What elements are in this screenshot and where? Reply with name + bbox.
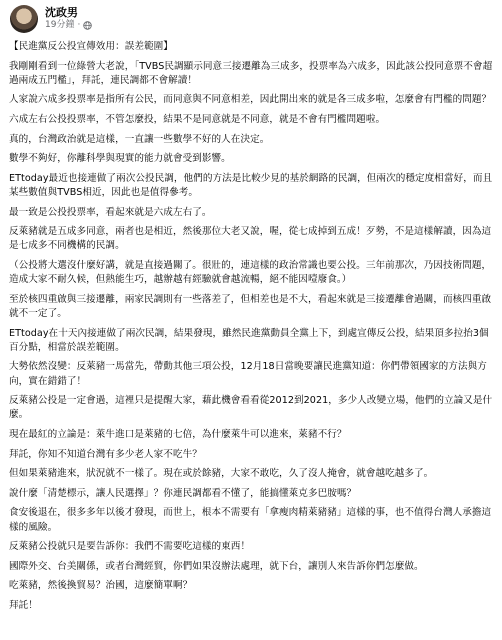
- post-paragraph: 大勢依然沒變：反萊豬一馬當先，帶動其他三項公投，12月18日當晚要讓民進黨知道：你們帶領國家的方法與方向，實在錯錯了！: [9, 361, 487, 387]
- post-paragraph: 真的，台灣政治就是這樣，一直讓一些數學不好的人在決定。: [9, 133, 270, 145]
- post-paragraph: 反萊豬就是五成多同意，兩者也是相近，然後那位大老又說，喔，從七成掉到五成！歹勢，不是這樣解讀，因為這是七成多不同機構的民調。: [9, 226, 492, 252]
- post-paragraph: 吃萊豬，然後換貿易？治國，這麼簡單啊？: [9, 580, 193, 592]
- post-paragraph: 說什麼「清楚標示，讓人民選擇」？你連民調都看不懂了，能搞懂萊克多巴胺嗎？: [9, 487, 357, 499]
- post-header: [10, 4, 92, 34]
- post-paragraph: 【民進黨反公投宣傳效用：誤差範圍】: [9, 41, 173, 52]
- post-meta: [45, 19, 92, 32]
- post-paragraph: 人家說六成多投票率是指所有公民，而同意與不同意相差，因此開出來的就是各三成多啦，怎麼會有門檻的問題？: [9, 94, 492, 106]
- post-paragraph: 最一致是公投投票率，看起來就是六成左右了。: [9, 206, 212, 218]
- post-paragraph: 拜託，你知不知道台灣有多少老人家不吃牛？: [9, 448, 202, 460]
- post-paragraph: 拜託！: [9, 599, 38, 611]
- header-text: [45, 6, 92, 32]
- post-paragraph: 數學不夠好，你離科學與現實的能力就會受到影響。: [9, 153, 231, 165]
- post-paragraph: 國際外交、台美關係，或者台灣經貿，你們如果沒辦法處理，就下台，讓別人來告訴你們怎麼做。: [9, 560, 424, 572]
- post-paragraph: 六成左右公投投票率，不管怎麼投，結果不是同意就是不同意，就是不會有門檻問題啦。: [9, 113, 386, 125]
- post-timestamp[interactable]: 19分鐘: [45, 20, 75, 30]
- post-paragraph: 反萊豬公投就只是要告訴你：我們不需要吃這樣的東西！: [9, 541, 251, 553]
- post-paragraph: 但如果萊豬進來，狀況就不一樣了。現在或於餘豬，大家不敢吃，久了沒人掩會，就會越吃越多了。: [9, 468, 434, 480]
- meta-separator: ·: [77, 20, 81, 30]
- post-paragraph: 食安後退在，很多多年以後才發現，而世上，根本不需要有「拿瘦肉精萊豬豬」這樣的事，也不值得台灣人承擔這樣的風險。: [9, 507, 492, 533]
- globe-icon[interactable]: [83, 21, 92, 30]
- post-paragraph: 反萊豬公投是一定會過，這裡只是提醒大家，藉此機會看看從2012到2021，多少人改變立場，他們的立論又是什麼。: [9, 395, 493, 421]
- post-paragraph: （公投將大選沒什麼好講，就是直接過關了。很壯的，連這樣的政治常識也要公投。三年前那次，乃因技術問題，造成大家不耐久候，但熱能生巧，越辦越有經驗就會越流暢，絕不能因噎廢食。）: [9, 259, 492, 286]
- post-paragraph: ETtoday在十天內接連做了兩次民調，結果發現，雖然民進黨動員全黨上下，到處宣傳反公投，結果頂多拉抬3個百分點，相當於誤差範圍。: [9, 327, 489, 353]
- post-paragraph: 現在最紅的立論是：萊牛進口是萊豬的七倍，為什麼萊牛可以進來，萊豬不行？: [9, 428, 347, 440]
- post-paragraph: 至於核四重啟與三接遷離，兩家民調則有一些落差了，但相差也是不大，看起來就是三接遷離會過關，而核四重啟就不一定了。: [9, 293, 492, 319]
- author-avatar[interactable]: [10, 5, 38, 33]
- author-name[interactable]: 沈政男: [45, 6, 78, 19]
- post-body: [9, 40, 495, 618]
- post-paragraph: ETtoday最近也接連做了兩次公投民調，他們的方法是比較少見的基於網路的民調，但兩次的穩定度相當好，而且某些數值與TVBS相近，因此也是值得參考。: [9, 172, 493, 198]
- post-paragraph: 我剛剛看到一位綠營大老說，「TVBS民調顯示同意三接遷離為三成多，投票率為六成多，因此該公投同意票不會超過兩成五門檻」，拜託，連民調都不會解讀！: [9, 60, 493, 86]
